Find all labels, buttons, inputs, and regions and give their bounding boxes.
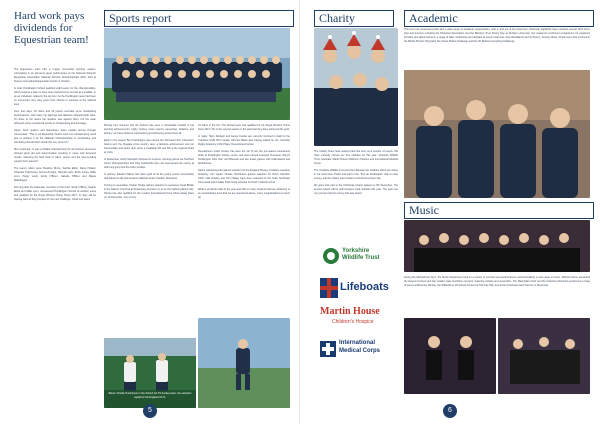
sports-column-2 (198, 124, 290, 304)
imc-text-1: International (339, 340, 376, 346)
academic-heading: Academic (404, 10, 594, 27)
lifeboats-text: Lifeboats (340, 281, 389, 293)
runner-photo (198, 318, 290, 408)
music-photo-1-image (404, 220, 590, 272)
paragraph: All years took part in the Christmas jumper appeal on 9th December. The amount raised will be split between local charities this year. The team are very proud of all the money that was raised. (314, 184, 398, 195)
paragraph: Development under hockey has seen the 1st XI win the pre-season tournament down at Pocklington hockey centre, and were named Leicester Overseas, Daryl's Pocklington Girls Hub, and Bluestar and two draws games with Collinswood and Woodhouse. (198, 150, 290, 165)
runner-photo-image (198, 318, 290, 408)
music-heading: Music (404, 202, 594, 219)
paragraph: In total, Pocklington School qualified eight teams for the championships, which requires a team to have been placed first or second at a qualifier, or as an individual, ranked in the top four. As the Pocklington team had been so successful, they were given their chance to compete at the national level. (14, 87, 96, 106)
charity-photo (314, 28, 398, 146)
lifeboat-flag-icon (320, 278, 338, 298)
hockey-photo-caption: Below: Charlie Hutchinson in the School 1st XV hockey team, the selection squad for the England U17s. (108, 392, 192, 399)
paragraph: During the Michaelmas Term, the Music Department took on a variety of concerts and performances accommodating a vast range of music. Michael Carne presented the Autumn Concert and two smaller scale lunchtime concerts, featuring soloists and ensembles. The Maximilian Choir and the Chamber Orchestra performed a range of pieces at Beverley Minster, the Wilberforce Christmas Concert at Hull City Hall, and at the Christmas Carol Service in December. (404, 276, 590, 287)
equestrian-article (14, 68, 96, 368)
paragraph: The Charity Team have worked hard this term on a number of events. We have currently chosen our four charities for this year: Yorkshire Wildlife Trust, Lifeboats, Martin House Children's Hospice and International Medical Corps. (314, 150, 398, 165)
medical-cross-icon (320, 341, 336, 357)
paragraph: Early in the season Ben Pocklington was named the 'Dominant Run Champion' having won the Ryegate cross country race, a fabulous achievement and our intermediate and senior girls came a creditable 5th and 6th in the regional finals at U14s. (104, 139, 194, 154)
charity-heading: Charity (314, 10, 394, 27)
page-number: 5 (143, 404, 157, 418)
yorkshire-logo-text: Yorkshire Wildlife Trust (342, 248, 380, 261)
paragraph: Naomi Gardening has gained selection for the England Hockey Yorkshire selection Academy U17 squad. Charlie Hutchinson gained selection for North Yorkshire U15s. Ollie Rowley and Tom Hasley have been selected for the Team Northeast U14 squad and Freddie Fritts being selected for North Yorkshire U14s. (198, 169, 290, 184)
academic-article (404, 28, 590, 68)
paragraph: In archery, Edward Wilson has taken gold at all the year's events successfully defending his title and became National Junior Outdoor Champion. (104, 173, 194, 180)
paragraph: Turning to equestrian, Harriet Hodge gained selection to represent Great Britain in the Nations Cup final at Rosenborg and went on to be the highest placed rider. Harriet has also qualified for the London International Horse Show taking place on 19 December, one of only (104, 184, 194, 199)
paragraph: Moving from Summer into the Autumn has seen a remarkable breadth of top sporting achievements, rugby, hockey, cross country, equestrian, athletics, and archery, we have students representing and achieving across them all. (104, 124, 194, 135)
charity-article (314, 150, 398, 250)
music-photo-3 (498, 318, 590, 394)
paragraph: Over four days, 18 riders and 18 ponies recorded some outstanding performances, with many top placings and fabulous championship rides. On three of the teams the weather was against them, but the team achieved some exceptional results in showjumping and dressage. (14, 110, 96, 125)
music-photo-3-image (498, 318, 590, 394)
paragraph: The team's riders were: Beatrice Burns, Sophia Elliott, Daisy Pollard, Charlotte Hutchinson, Emma Pursglo, Hannah Lofts, Emily Jones, Millie Lyon, Poppy Lamb, Emily O'Brien, Isabelle O'Brien and Maisie Waddington. (14, 167, 96, 182)
music-photo-2 (404, 318, 496, 394)
team-photo-image (104, 28, 290, 120)
international-medical-corps-logo (320, 338, 400, 362)
headline: Hard work pays dividends for Equestrian team! (14, 10, 89, 46)
martin-house-text: Martin House (320, 306, 380, 317)
team-photo (104, 28, 290, 120)
martin-house-logo (320, 306, 398, 332)
page-6 (300, 0, 600, 424)
music-article (404, 276, 590, 316)
hockey-photo (104, 338, 196, 408)
charity-photo-image (314, 28, 398, 146)
music-photo-2-image (404, 318, 496, 394)
music-photo-1 (404, 220, 590, 272)
academic-photo-image (404, 70, 590, 198)
paragraph: The Yorkshire Wildlife Trust and the Lifeboats are charities which are active in our local area. Pupils took part in the 'Tour de Pocklington' rally to raise money, and the charity team hosted a Christmas jumper day. (314, 169, 398, 180)
yorkshire-wildlife-trust-logo (322, 244, 390, 268)
paragraph: In rugby, Harry Rodwell and James Coulter are currently involved in trials for the Yorkshire U18s RFU squad, with Ed Walsh also having trialled for the Yorkshire Rugby Academy U16s Player Development Group. (198, 135, 290, 146)
paragraph: What a wonderful start to the year and with so many students that are achieving to an extraordinary level that we are mentioned above, many congratulations to them all. (198, 188, 290, 199)
page-number: 6 (443, 404, 457, 418)
lifeboats-logo (320, 276, 394, 300)
paragraph: In September, Emily Marshall continued to impress, winning gold at the Northern Junior Championships and Ocie Goldsmiths has now represented the county at both long jump and the 100m hurdles. (104, 158, 194, 169)
childrens-hospice-text: Children's Hospice (332, 319, 374, 325)
paragraph: This term has presented pupils with a wide range of academic opportunities, both in and out of the classroom. Particular highlights have included several Sixth Form trips and lectures including the Historical Association and the Bishop's Trust Poetry Day at Durham University. Our academic enrichment programme for academic scholars and gifted learners: a range of talks, workshops and debates at Leeds Grammar, New Woodlands and St Peter's, among others. Pupils were also involved in the British Physics Olympiad, the Senior Maths Challenge and the UK Bebras Computing Challenge. (404, 28, 590, 43)
paragraph: Upper Sixth student and Equestrian Team captain Emma Pursglo commented: "This is our Equestrian Team's best ever showjumping result and to achieve it at the National Championships is outstanding and something that all riders should be very proud of." (14, 129, 96, 144)
academic-photo (404, 70, 590, 198)
paragraph: She continued: "It was a brilliant championship for all involved. Everyone showed great grit and determination resulting in some well deserved results, reflecting the hard work of riders, ponies and the never-ending support from parents!" (14, 148, 96, 163)
paragraph: 24 riders in the UK. The School team has qualified for the Royal Windsor Horse show 2017; this is the second season in the past that they have achieved this goal. (198, 124, 290, 131)
imc-text-2: Medical Corps (339, 348, 381, 354)
sports-report-heading: Sports report (104, 10, 294, 27)
paragraph: Not long after the Nationals, members of the team, Emily O'Brien, Sophie Elliott and Millie Lyon, represented Pocklington School at another event and qualified for the Royal Windsor Horse Show 2017, so they will be training hard as they prepare for the next challenge. Good luck team! (14, 186, 96, 201)
paragraph: The Equestrian team had a hugely successful sporting season, culminating in an all-round great performance at the National Schools' Equestrian Association National Schools Championships 2016, held at Keysoe International Equestrian Centre in October. (14, 68, 96, 83)
